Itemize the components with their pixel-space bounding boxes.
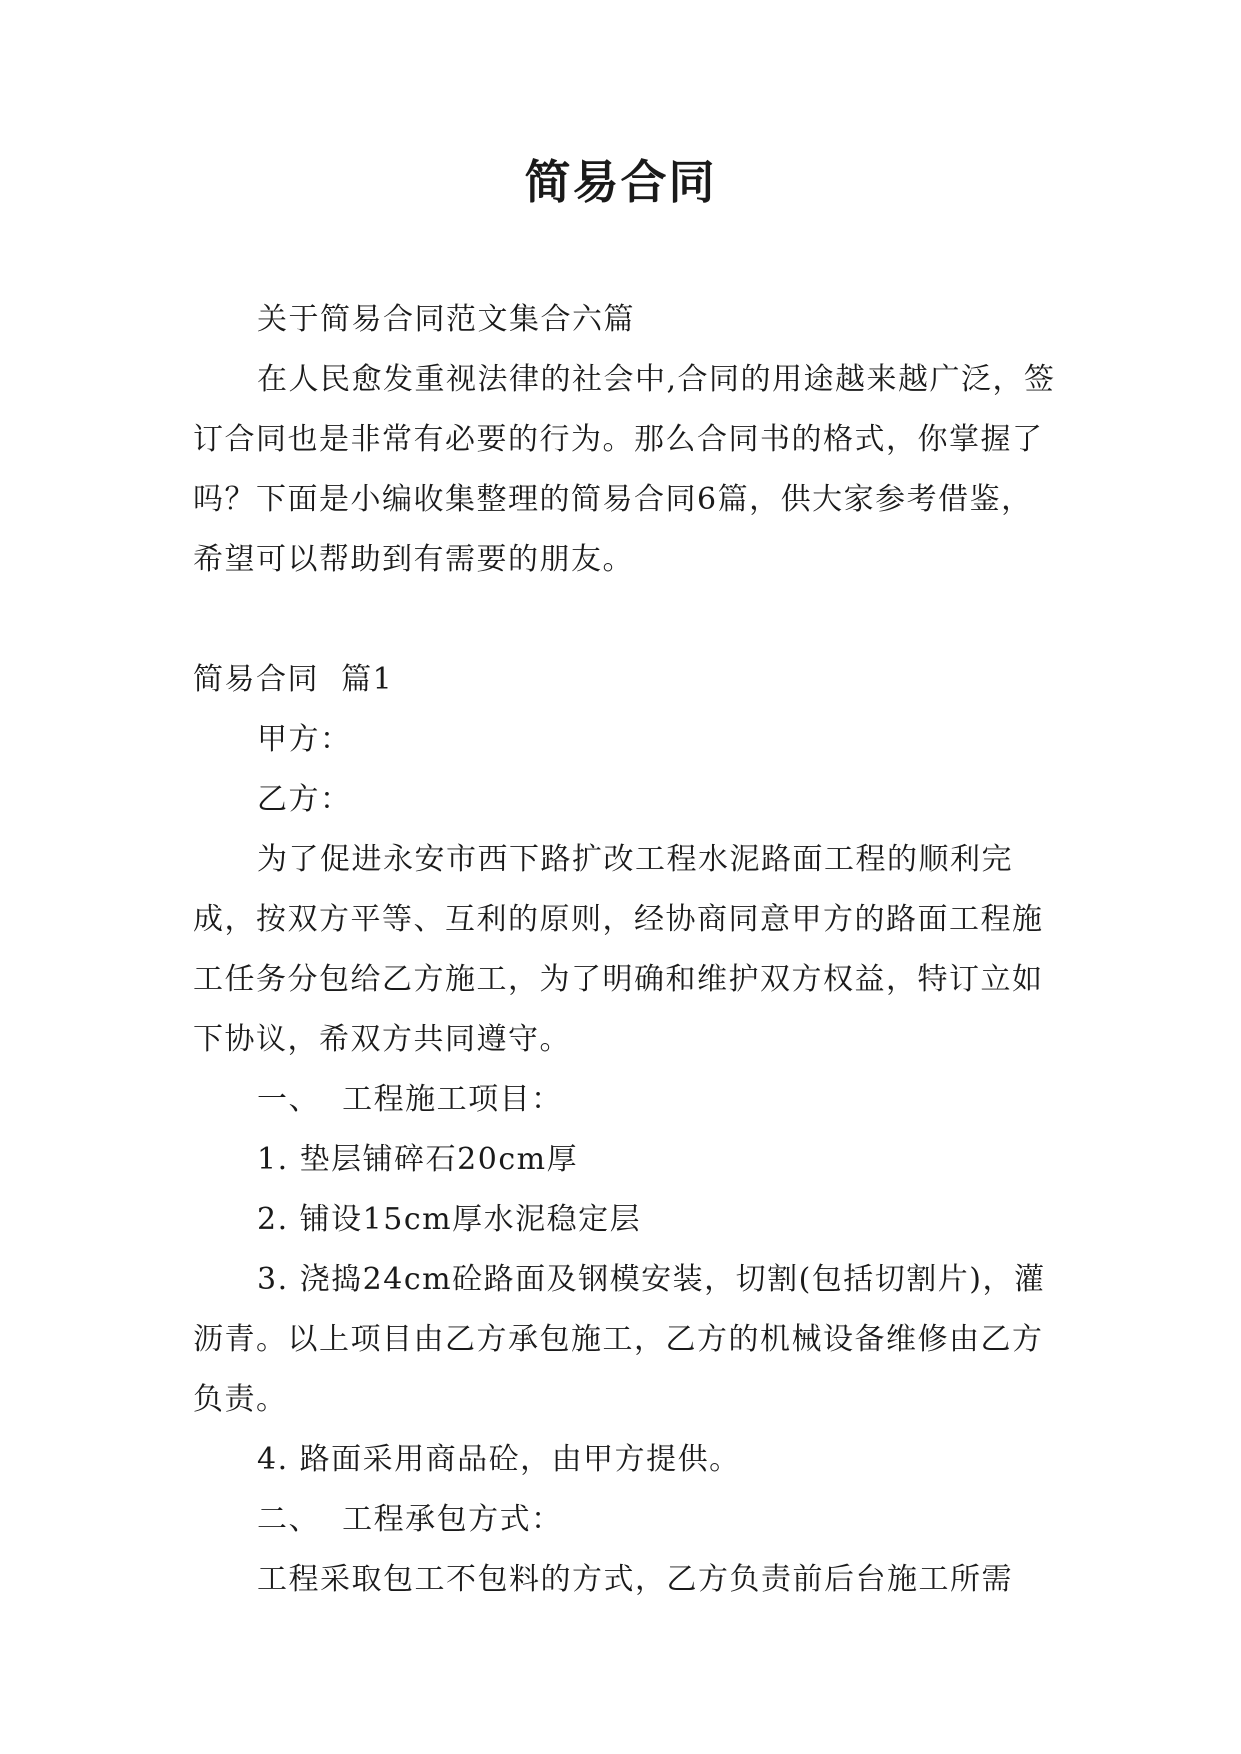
- clause-2-text: 工程采取包工不包料的方式，乙方负责前后台施工所需: [257, 1562, 1013, 1597]
- clause-1-heading: 一、 工程施工项目：: [257, 1082, 563, 1117]
- section-title: 简易合同 篇1: [193, 662, 394, 697]
- document-body: [193, 290, 1063, 1610]
- clause-1-item-2: 2. 铺设15cm厚水泥稳定层: [257, 1202, 642, 1237]
- preamble-paragraph: 为了促进永安市西下路扩改工程水泥路面工程的顺利完成，按双方平等、互利的原则，经协商同意甲方的路面工程施工任务分包给乙方施工，为了明确和维护双方权益，特订立如下协议，希双方共同遵守。: [193, 842, 1044, 1057]
- document-title: 简易合同: [524, 155, 717, 209]
- party-a-label: 甲方：: [257, 722, 352, 757]
- party-b-label: 乙方：: [257, 782, 352, 817]
- clause-1-item-4: 4. 路面采用商品砼，由甲方提供。: [257, 1442, 741, 1477]
- clause-1-item-1: 1. 垫层铺碎石20cm厚: [257, 1142, 579, 1177]
- paragraph-gap: [193, 590, 1063, 650]
- clause-1-item-3: 3. 浇捣24cm砼路面及钢模安装，切割(包括切割片)，灌沥青。以上项目由乙方承包施工，乙方的机械设备维修由乙方负责。: [193, 1262, 1046, 1417]
- intro-heading: 关于简易合同范文集合六篇: [257, 302, 635, 337]
- clause-2-heading: 二、 工程承包方式：: [257, 1502, 563, 1537]
- intro-paragraph: 在人民愈发重视法律的社会中,合同的用途越来越广泛，签订合同也是非常有必要的行为。那么合同书的格式，你掌握了吗？下面是小编收集整理的简易合同6篇，供大家参考借鉴，希望可以帮助到有需要的朋友。: [193, 362, 1056, 577]
